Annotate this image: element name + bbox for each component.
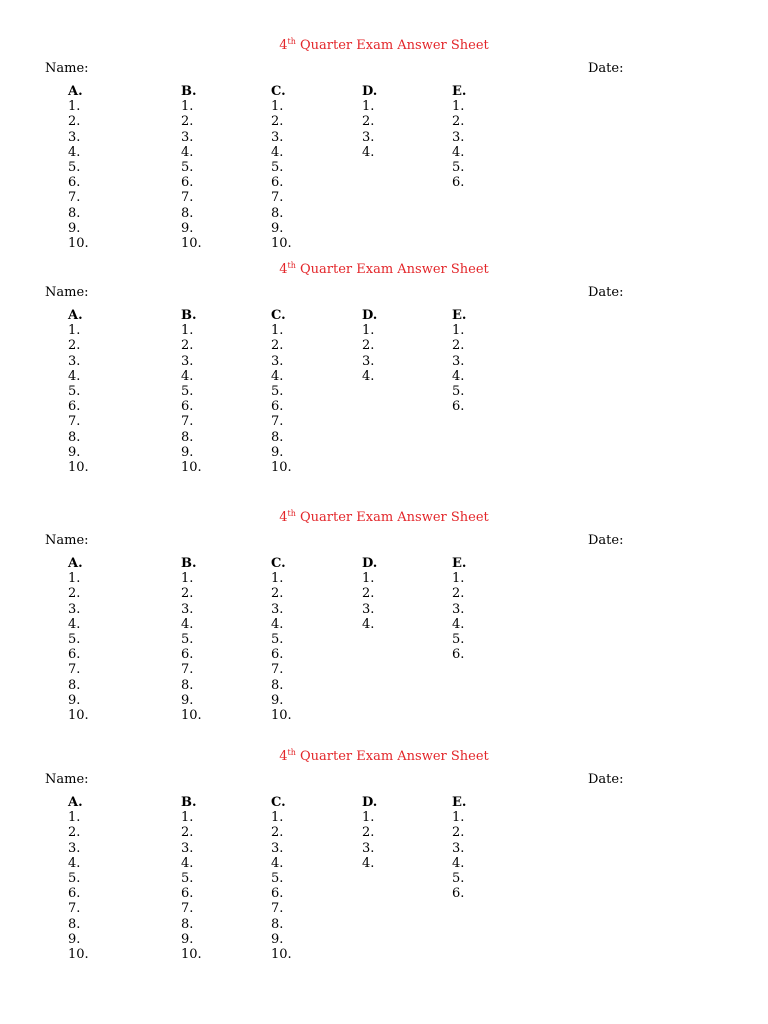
answer-number: 1.	[68, 323, 81, 339]
answer-column-e	[452, 308, 466, 414]
answer-number: 3.	[362, 129, 375, 145]
answer-number: 5.	[181, 632, 194, 648]
answer-number: 6.	[181, 399, 194, 415]
answer-number: 1.	[362, 323, 375, 339]
answer-number: 5.	[271, 384, 284, 400]
answer-number: 1.	[68, 99, 81, 115]
answer-number: 3.	[68, 353, 81, 369]
answer-number: 3.	[68, 840, 81, 856]
section-heading: C.	[271, 556, 286, 571]
answer-number: 6.	[271, 175, 284, 191]
answer-number: 8.	[181, 677, 194, 693]
answer-number: 1.	[452, 571, 465, 587]
answer-number: 6.	[68, 647, 81, 663]
answer-number: 5.	[68, 160, 81, 176]
answer-number: 1.	[271, 571, 284, 587]
answer-number: 2.	[362, 586, 375, 602]
answer-number: 9.	[68, 220, 81, 236]
answer-number: 6.	[181, 886, 194, 902]
answer-number: 1.	[452, 323, 465, 339]
answer-number: 7.	[181, 901, 194, 917]
answer-number: 5.	[181, 160, 194, 176]
answer-number: 9.	[271, 931, 284, 947]
name-label: Name:	[45, 533, 89, 548]
answer-column-a	[68, 556, 89, 723]
answer-number: 5.	[68, 632, 81, 648]
answer-number: 4.	[181, 144, 194, 160]
answer-number: 8.	[271, 205, 284, 221]
answer-column-c	[271, 556, 292, 723]
answer-number: 9.	[68, 931, 81, 947]
answer-number: 3.	[271, 353, 284, 369]
answer-number: 3.	[452, 129, 465, 145]
answer-number: 8.	[68, 205, 81, 221]
answer-number: 1.	[271, 323, 284, 339]
section-heading: E.	[452, 795, 467, 810]
name-label: Name:	[45, 285, 89, 300]
answer-number: 2.	[271, 586, 284, 602]
answer-number: 3.	[181, 840, 194, 856]
answer-number: 7.	[271, 901, 284, 917]
answer-column-a	[68, 84, 89, 251]
answer-number: 7.	[181, 414, 194, 430]
answer-column-a	[68, 795, 89, 962]
answer-number: 3.	[181, 601, 194, 617]
answer-number: 4.	[452, 616, 465, 632]
section-heading: A.	[68, 84, 83, 99]
section-heading: D.	[362, 556, 378, 571]
answer-column-b	[181, 795, 202, 962]
answer-number: 7.	[68, 901, 81, 917]
answer-number: 4.	[362, 144, 375, 160]
answer-number: 4.	[181, 855, 194, 871]
answer-number: 9.	[181, 692, 194, 708]
answer-number: 6.	[452, 399, 465, 415]
answer-number: 4.	[362, 368, 375, 384]
answer-number: 4.	[181, 616, 194, 632]
answer-number: 3.	[181, 353, 194, 369]
sheet-title-ordinal: th	[287, 37, 296, 46]
answer-column-c	[271, 795, 292, 962]
answer-number: 9.	[181, 444, 194, 460]
answer-number: 6.	[68, 886, 81, 902]
sheet-title	[0, 510, 768, 526]
answer-column-d	[362, 84, 377, 160]
answer-number: 9.	[181, 220, 194, 236]
sheet-title-number: 4	[279, 510, 288, 525]
answer-number: 1.	[452, 99, 465, 115]
answer-number: 5.	[181, 384, 194, 400]
answer-number: 3.	[362, 601, 375, 617]
sheet-title-ordinal: th	[287, 748, 296, 757]
answer-number: 5.	[68, 871, 81, 887]
answer-number: 1.	[271, 99, 284, 115]
answer-number: 3.	[271, 129, 284, 145]
answer-number: 7.	[271, 662, 284, 678]
section-heading: B.	[181, 556, 197, 571]
answer-number: 9.	[181, 931, 194, 947]
answer-number: 4.	[452, 144, 465, 160]
answer-number: 6.	[271, 399, 284, 415]
section-heading: B.	[181, 84, 197, 99]
answer-number: 5.	[68, 384, 81, 400]
answer-number: 7.	[271, 414, 284, 430]
sheet-title-text: Quarter Exam Answer Sheet	[295, 510, 489, 525]
answer-column-b	[181, 556, 202, 723]
section-heading: E.	[452, 308, 467, 323]
answer-number: 4.	[68, 855, 81, 871]
answer-number: 5.	[271, 632, 284, 648]
answer-number: 8.	[271, 916, 284, 932]
answer-number: 4.	[362, 616, 375, 632]
answer-number: 1.	[68, 571, 81, 587]
answer-number: 2.	[452, 338, 465, 354]
answer-number: 2.	[68, 338, 81, 354]
sheet-title-number: 4	[279, 38, 288, 53]
answer-column-e	[452, 84, 466, 190]
sheet-title-number: 4	[279, 749, 288, 764]
answer-number: 2.	[68, 114, 81, 130]
answer-number: 10.	[68, 708, 89, 724]
answer-number: 1.	[362, 571, 375, 587]
answer-number: 10.	[181, 947, 202, 963]
section-heading: C.	[271, 84, 286, 99]
date-label: Date:	[588, 61, 624, 76]
answer-number: 7.	[181, 190, 194, 206]
answer-number: 3.	[68, 129, 81, 145]
answer-number: 2.	[181, 338, 194, 354]
answer-number: 5.	[452, 160, 465, 176]
answer-number: 10.	[68, 947, 89, 963]
answer-number: 9.	[271, 692, 284, 708]
answer-number: 8.	[68, 677, 81, 693]
answer-column-d	[362, 795, 377, 871]
section-heading: E.	[452, 556, 467, 571]
answer-number: 1.	[181, 571, 194, 587]
answer-number: 10.	[68, 460, 89, 476]
answer-number: 1.	[181, 99, 194, 115]
answer-number: 5.	[181, 871, 194, 887]
section-heading: B.	[181, 308, 197, 323]
answer-number: 6.	[271, 886, 284, 902]
answer-number: 1.	[362, 810, 375, 826]
answer-number: 8.	[271, 677, 284, 693]
section-heading: C.	[271, 308, 286, 323]
date-label: Date:	[588, 285, 624, 300]
sheet-title-text: Quarter Exam Answer Sheet	[295, 262, 489, 277]
answer-number: 2.	[181, 825, 194, 841]
answer-number: 3.	[271, 601, 284, 617]
section-heading: A.	[68, 795, 83, 810]
answer-number: 2.	[452, 825, 465, 841]
answer-number: 10.	[271, 947, 292, 963]
answer-number: 4.	[452, 855, 465, 871]
answer-number: 10.	[181, 460, 202, 476]
answer-number: 8.	[68, 916, 81, 932]
name-label: Name:	[45, 61, 89, 76]
answer-number: 4.	[68, 368, 81, 384]
section-heading: D.	[362, 84, 378, 99]
answer-number: 2.	[271, 338, 284, 354]
answer-number: 7.	[181, 662, 194, 678]
answer-number: 1.	[271, 810, 284, 826]
answer-number: 1.	[452, 810, 465, 826]
answer-number: 3.	[362, 353, 375, 369]
answer-number: 2.	[271, 825, 284, 841]
answer-number: 3.	[68, 601, 81, 617]
answer-number: 5.	[452, 632, 465, 648]
answer-number: 7.	[68, 190, 81, 206]
answer-number: 9.	[68, 444, 81, 460]
section-heading: D.	[362, 308, 378, 323]
answer-number: 8.	[181, 916, 194, 932]
answer-number: 2.	[181, 586, 194, 602]
answer-number: 2.	[181, 114, 194, 130]
answer-number: 7.	[271, 190, 284, 206]
answer-number: 7.	[68, 662, 81, 678]
answer-number: 10.	[271, 236, 292, 252]
section-heading: D.	[362, 795, 378, 810]
answer-number: 1.	[362, 99, 375, 115]
answer-number: 3.	[452, 353, 465, 369]
answer-number: 4.	[271, 855, 284, 871]
answer-column-d	[362, 556, 377, 632]
answer-number: 2.	[68, 825, 81, 841]
answer-number: 6.	[452, 647, 465, 663]
answer-column-b	[181, 84, 202, 251]
answer-number: 6.	[181, 175, 194, 191]
answer-number: 2.	[271, 114, 284, 130]
answer-number: 4.	[271, 144, 284, 160]
answer-number: 3.	[271, 840, 284, 856]
answer-number: 5.	[452, 384, 465, 400]
answer-number: 7.	[68, 414, 81, 430]
answer-number: 9.	[68, 692, 81, 708]
answer-column-a	[68, 308, 89, 475]
answer-number: 2.	[362, 338, 375, 354]
answer-column-c	[271, 308, 292, 475]
sheet-title-number: 4	[279, 262, 288, 277]
answer-number: 10.	[68, 236, 89, 252]
answer-number: 10.	[181, 236, 202, 252]
date-label: Date:	[588, 772, 624, 787]
answer-number: 8.	[181, 205, 194, 221]
section-heading: C.	[271, 795, 286, 810]
answer-number: 4.	[68, 616, 81, 632]
answer-number: 6.	[452, 175, 465, 191]
answer-number: 4.	[181, 368, 194, 384]
answer-number: 1.	[68, 810, 81, 826]
section-heading: A.	[68, 308, 83, 323]
answer-column-c	[271, 84, 292, 251]
answer-number: 8.	[181, 429, 194, 445]
answer-number: 3.	[362, 840, 375, 856]
answer-number: 2.	[452, 114, 465, 130]
answer-column-e	[452, 556, 466, 662]
answer-number: 2.	[362, 114, 375, 130]
name-label: Name:	[45, 772, 89, 787]
answer-number: 6.	[452, 886, 465, 902]
sheet-title-text: Quarter Exam Answer Sheet	[295, 749, 489, 764]
answer-number: 6.	[68, 399, 81, 415]
sheet-title-ordinal: th	[287, 509, 296, 518]
answer-column-b	[181, 308, 202, 475]
answer-number: 3.	[452, 840, 465, 856]
answer-number: 4.	[271, 368, 284, 384]
section-heading: E.	[452, 84, 467, 99]
answer-number: 1.	[181, 323, 194, 339]
answer-number: 5.	[271, 871, 284, 887]
answer-number: 9.	[271, 444, 284, 460]
answer-number: 8.	[68, 429, 81, 445]
answer-column-e	[452, 795, 466, 901]
answer-number: 10.	[271, 708, 292, 724]
answer-number: 9.	[271, 220, 284, 236]
answer-number: 4.	[452, 368, 465, 384]
answer-number: 2.	[452, 586, 465, 602]
answer-number: 1.	[181, 810, 194, 826]
sheet-title-text: Quarter Exam Answer Sheet	[295, 38, 489, 53]
section-heading: B.	[181, 795, 197, 810]
answer-column-d	[362, 308, 377, 384]
answer-number: 4.	[271, 616, 284, 632]
sheet-title	[0, 749, 768, 765]
answer-number: 6.	[68, 175, 81, 191]
answer-number: 4.	[362, 855, 375, 871]
answer-number: 3.	[181, 129, 194, 145]
answer-number: 10.	[271, 460, 292, 476]
answer-number: 2.	[68, 586, 81, 602]
sheet-title	[0, 262, 768, 278]
answer-number: 10.	[181, 708, 202, 724]
answer-number: 4.	[68, 144, 81, 160]
section-heading: A.	[68, 556, 83, 571]
sheet-title-ordinal: th	[287, 261, 296, 270]
answer-number: 6.	[271, 647, 284, 663]
answer-number: 5.	[452, 871, 465, 887]
answer-number: 3.	[452, 601, 465, 617]
answer-number: 5.	[271, 160, 284, 176]
date-label: Date:	[588, 533, 624, 548]
answer-number: 8.	[271, 429, 284, 445]
answer-number: 2.	[362, 825, 375, 841]
sheet-title	[0, 38, 768, 54]
answer-number: 6.	[181, 647, 194, 663]
